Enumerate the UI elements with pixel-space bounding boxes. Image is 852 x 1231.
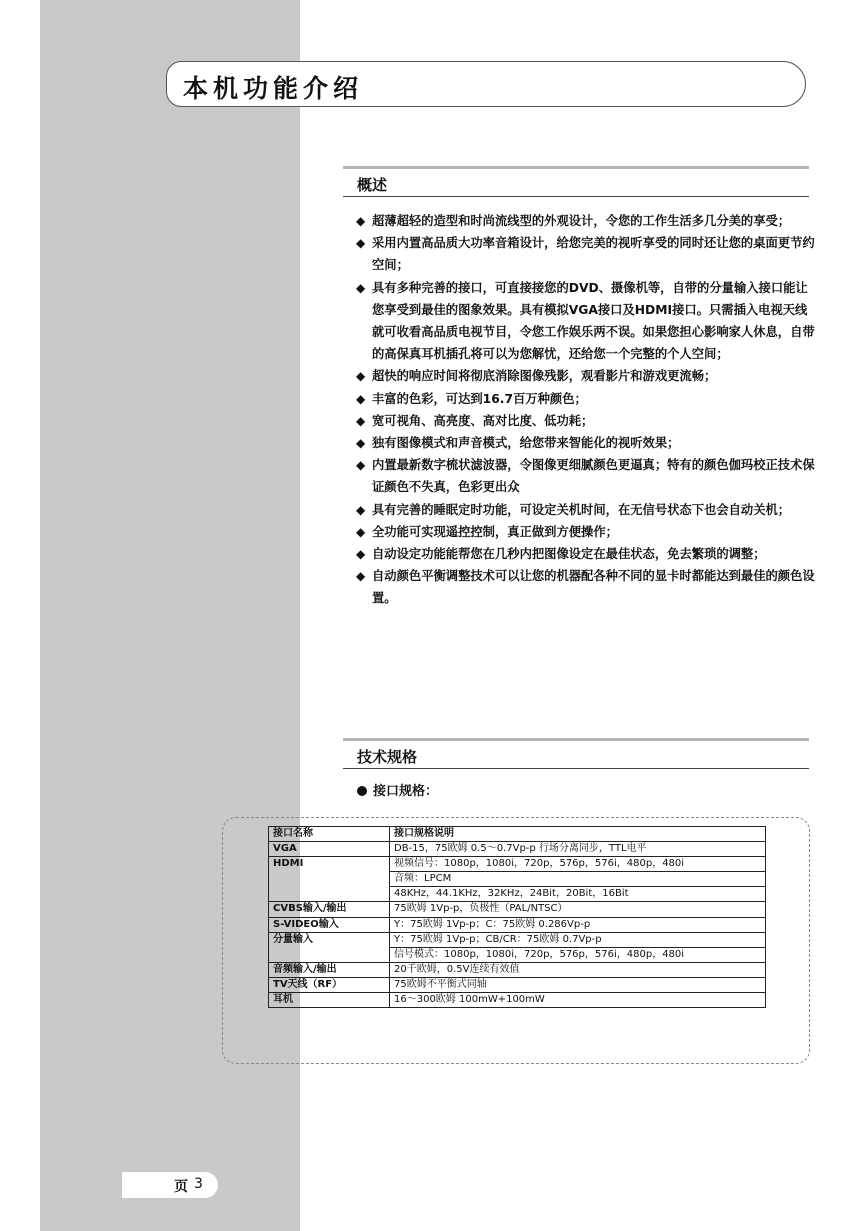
list-item: ◆ 自动颜色平衡调整技术可以让您的机器配各种不同的显卡时都能达到最佳的颜色设置。	[356, 565, 816, 609]
interface-desc-cell: 信号模式：1080p，1080i，720p，576p，576i，480p，480i	[390, 947, 766, 962]
diamond-bullet-icon: ◆	[356, 547, 366, 562]
overview-title: 概述	[357, 176, 388, 194]
diamond-bullet-icon: ◆	[356, 502, 366, 517]
diamond-bullet-icon: ◆	[356, 369, 366, 384]
list-item: ◆ 超快的响应时间将彻底消除图像残影，观看影片和游戏更流畅；	[356, 365, 816, 387]
list-item: ◆ 内置最新数字梳状滤波器，令图像更细腻颜色更逼真；特有的颜色伽玛校正技术保证颜色不失真，色彩更出众	[356, 454, 816, 498]
chapter-title: 本机功能介绍	[183, 74, 364, 103]
interface-desc-cell: 16～300欧姆 100mW+100mW	[390, 993, 766, 1008]
list-item: ◆ 宽可视角、高亮度、高对比度、低功耗；	[356, 410, 816, 432]
table-row	[269, 857, 766, 872]
interface-name-cell: HDMI	[269, 857, 390, 902]
diamond-bullet-icon: ◆	[356, 391, 366, 406]
diamond-bullet-icon: ◆	[356, 569, 366, 584]
page-label: 页	[174, 1179, 188, 1195]
diamond-bullet-icon: ◆	[356, 436, 366, 451]
list-item: ◆ 自动设定功能能帮您在几秒内把图像设定在最佳状态，免去繁琐的调整；	[356, 543, 816, 565]
column-header: 接口名称	[269, 827, 390, 842]
chapter-title-box	[166, 61, 806, 107]
round-bullet-icon	[357, 786, 367, 796]
table-row	[269, 902, 766, 917]
diamond-bullet-icon: ◆	[356, 524, 366, 539]
diamond-bullet-icon: ◆	[356, 413, 366, 428]
page-number: 3	[194, 1176, 203, 1192]
interface-name-cell: 音频输入/输出	[269, 962, 390, 977]
overview-rule-bottom	[343, 196, 809, 197]
table-row	[269, 932, 766, 947]
interface-desc-cell: Y：75欧姆 1Vp-p；CB/CR：75欧姆 0.7Vp-p	[390, 932, 766, 947]
diamond-bullet-icon: ◆	[356, 458, 366, 473]
list-item: ◆ 丰富的色彩，可达到16.7百万种颜色；	[356, 388, 816, 410]
interface-name-cell: 分量输入	[269, 932, 390, 962]
feature-list	[356, 210, 816, 610]
interface-desc-cell: DB-15，75欧姆 0.5～0.7Vp-p 行场分离同步，TTL电平	[390, 842, 766, 857]
table-row	[269, 977, 766, 992]
specs-rule-bottom	[343, 768, 809, 769]
interface-desc-cell: 75欧姆不平衡式同轴	[390, 977, 766, 992]
interface-desc-cell: 视频信号：1080p，1080i，720p，576p，576i，480p，480i	[390, 857, 766, 872]
interface-name-cell: TV天线（RF）	[269, 977, 390, 992]
interface-desc-cell: Y：75欧姆 1Vp-p；C：75欧姆 0.286Vp-p	[390, 917, 766, 932]
list-item: ◆ 独有图像模式和声音模式，给您带来智能化的视听效果；	[356, 432, 816, 454]
table-row	[269, 993, 766, 1008]
specs-rule-top	[343, 738, 809, 741]
diamond-bullet-icon: ◆	[356, 214, 366, 228]
table-row	[269, 917, 766, 932]
list-item: ◆ 具有完善的睡眠定时功能，可设定关机时间，在无信号状态下也会自动关机；	[356, 499, 816, 521]
interface-desc-cell: 20千欧姆，0.5V连续有效值	[390, 962, 766, 977]
diamond-bullet-icon: ◆	[356, 280, 366, 295]
table-row	[269, 842, 766, 857]
column-header: 接口规格说明	[390, 827, 766, 842]
diamond-bullet-icon: ◆	[356, 236, 366, 251]
interface-desc-cell: 75欧姆 1Vp-p，负极性（PAL/NTSC）	[390, 902, 766, 917]
list-item: ◆ 超薄超轻的造型和时尚流线型的外观设计，令您的工作生活多几分美的享受；	[356, 210, 816, 232]
interface-name-cell: 耳机	[269, 993, 390, 1008]
specs-title: 技术规格	[357, 748, 418, 766]
table-row	[269, 962, 766, 977]
interface-name-cell: S-VIDEO输入	[269, 917, 390, 932]
page-number-tab	[122, 1172, 218, 1198]
table-header-row	[269, 827, 766, 842]
interface-desc-cell: 48KHz，44.1KHz，32KHz，24Bit，20Bit，16Bit	[390, 887, 766, 902]
list-item: ◆ 具有多种完善的接口，可直接接您的DVD、摄像机等，自带的分量输入接口能让您享受到最佳的图象效果。具有模拟VGA接口及HDMI接口。只需插入电视天线就可收看高品质电视节目，令您工作娱乐两不误。如果您担心影响家人休息，自带的高保真耳机插孔将可以为您解忧，还给您一个完整的个人空间；	[356, 277, 816, 366]
list-item: ◆ 全功能可实现遥控控制，真正做到方便操作；	[356, 521, 816, 543]
interface-desc-cell: 音频：LPCM	[390, 872, 766, 887]
interface-spec-heading: 接口规格：	[357, 780, 438, 799]
interface-name-cell: VGA	[269, 842, 390, 857]
interface-spec-table	[268, 826, 766, 1008]
overview-rule-top	[343, 166, 809, 169]
interface-name-cell: CVBS输入/输出	[269, 902, 390, 917]
list-item: ◆ 采用内置高品质大功率音箱设计，给您完美的视听享受的同时还让您的桌面更节约空间；	[356, 232, 816, 276]
